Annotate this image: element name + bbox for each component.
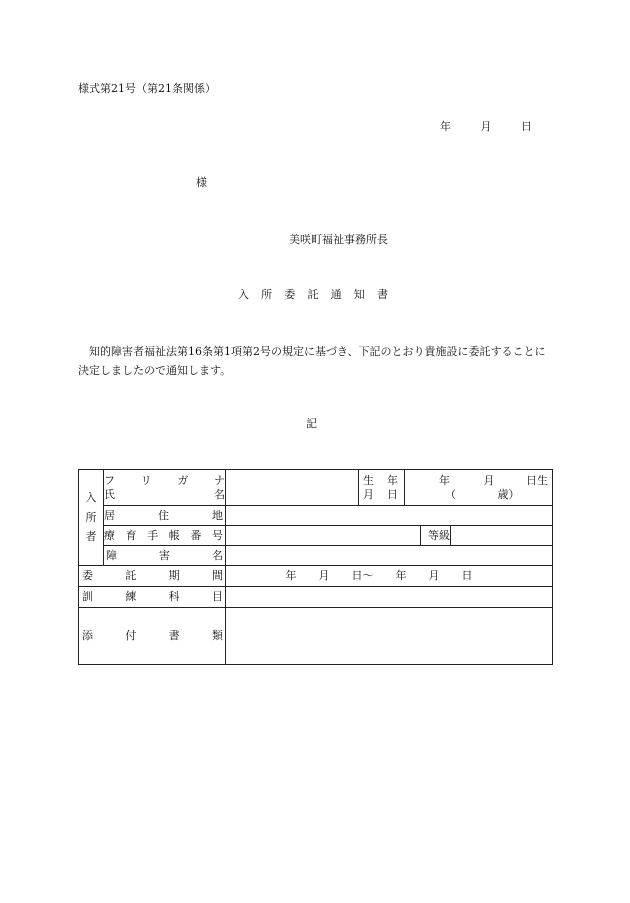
commission-period-label: 委 託 期 間 [79,566,226,587]
attachments-label: 添 付 書 類 [79,608,226,665]
disability-name-label: 障 害 名 [104,546,226,566]
handbook-number-label: 療 育 手 帳 番 号 [104,526,226,546]
age-field [405,488,548,502]
birth-year-label: 年 [439,473,451,487]
form-number: 様式第21号（第21条関係） [78,82,216,95]
training-subject-value-cell[interactable] [226,587,553,608]
name-value-cell[interactable] [226,470,359,506]
birth-date-label: 生 年 月 日 [359,470,405,506]
birth-month-label: 月 [483,473,495,487]
training-subject-label: 訓 練 科 目 [79,587,226,608]
body-text: 知的障害者福祉法第16条第1項第2号の規定に基づき、下記のとおり貴施設に委託することに決定しましたので通知します。 [78,345,546,377]
birth-day-label: 日生 [526,473,549,487]
disability-name-value-cell[interactable] [226,546,553,566]
address-value-cell[interactable] [226,506,553,526]
address-label: 居 住 地 [104,506,226,526]
issue-date-month: 月 [480,120,492,133]
issue-date [440,121,532,132]
commission-period-value[interactable]: 年 月 日～ 年 月 日 [226,566,553,587]
document-title: 入 所 委 託 通 知 書 [238,288,388,301]
age-open-paren: （ [445,487,456,501]
handbook-number-value-cell[interactable] [226,526,421,546]
attachments-value-cell[interactable] [226,608,553,665]
birth-date-value-cell[interactable] [405,470,553,506]
resident-section-label: 入 所 者 [79,470,104,566]
ki-label: 記 [306,417,317,430]
issue-date-day: 日 [521,120,532,133]
grade-value-cell[interactable] [451,526,553,546]
entry-table [78,469,553,665]
furigana-name-label [104,470,226,506]
name-label: 氏 名 [104,487,225,501]
grade-label: 等 級 [421,526,451,546]
issue-date-year: 年 [440,120,451,133]
furigana-label: フ リ ガ ナ [104,473,225,487]
age-label: 歳） [497,487,520,501]
sender-name: 美咲町福祉事務所長 [289,233,388,246]
addressee-honorific: 様 [196,176,207,189]
